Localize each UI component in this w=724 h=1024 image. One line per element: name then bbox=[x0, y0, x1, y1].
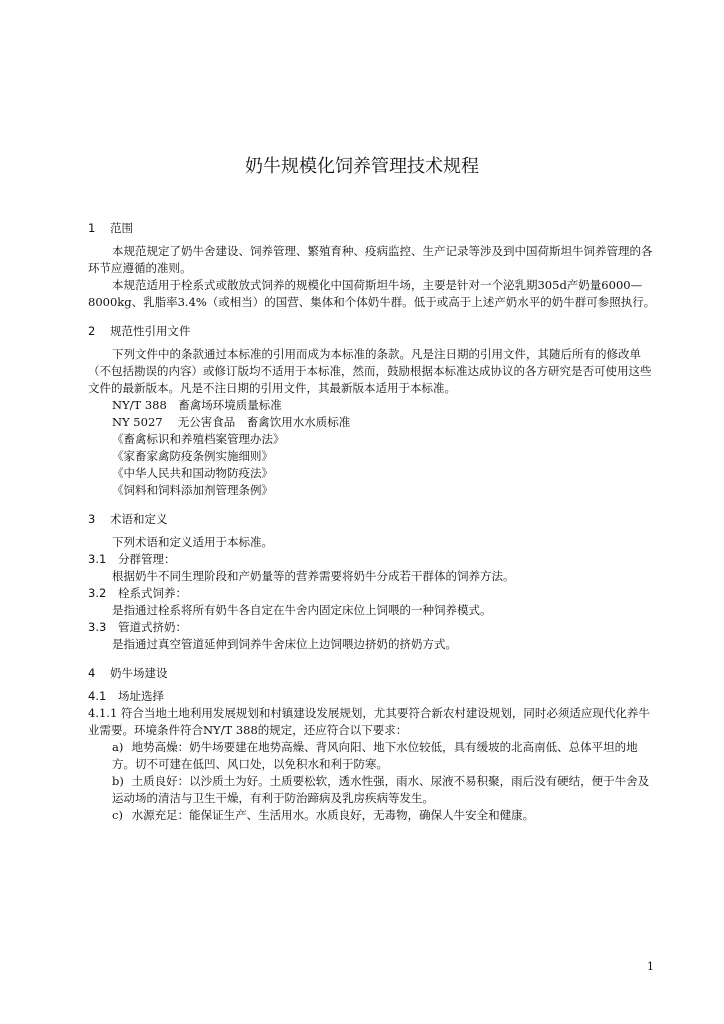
term-label: 分群管理： bbox=[118, 552, 176, 566]
list-item bbox=[88, 739, 658, 773]
section-title: 奶牛场建设 bbox=[110, 666, 168, 680]
list-marker: c) bbox=[112, 808, 123, 822]
list-item bbox=[88, 773, 658, 807]
section-number: 2 bbox=[88, 324, 96, 338]
section-number: 3 bbox=[88, 512, 96, 526]
section-4-heading bbox=[88, 665, 658, 682]
paragraph: 下列术语和定义适用于本标准。 bbox=[112, 535, 273, 549]
subsection-number: 4.1 bbox=[88, 689, 107, 703]
reference-item: NY/T 388 畜禽场环境质量标准 bbox=[112, 398, 282, 412]
section-number: 4 bbox=[88, 666, 96, 680]
reference-item: 《中华人民共和国动物防疫法》 bbox=[112, 466, 273, 480]
list-marker: b) bbox=[112, 774, 124, 788]
term-definition: 是指通过真空管道延伸到饲养牛舍床位上边饲喂边挤奶的挤奶方式。 bbox=[112, 637, 457, 651]
subsection-heading bbox=[88, 688, 658, 705]
reference-item: 《饲料和饲料添加剂管理条例》 bbox=[112, 483, 273, 497]
document-body bbox=[88, 220, 658, 824]
paragraph: 本规范适用于栓系式或散放式饲养的规模化中国荷斯坦牛场，主要是针对一个泌乳期305d产奶量6000—8000kg、乳脂率3.4%（或相当）的国营、集体和个体奶牛群。低于或高于上述产奶水平的奶牛群可参照执行。 bbox=[88, 278, 656, 309]
section-title: 范围 bbox=[110, 221, 133, 235]
term-label: 栓系式饲养： bbox=[118, 586, 187, 600]
section-3-heading bbox=[88, 511, 658, 528]
paragraph: 下列文件中的条款通过本标准的引用而成为本标准的条款。凡是注日期的引用文件，其随后所有的修改单（不包括勘误的内容）或修订版均不适用于本标准，然而，鼓励根据本标准达成协议的各方研究是否可使用这些文件的最新版本。凡是不注日期的引用文件，其最新版本适用于本标准。 bbox=[88, 347, 652, 395]
term-number: 3.2 bbox=[88, 586, 107, 600]
page-title: 奶牛规模化饲养管理技术规程 bbox=[245, 156, 479, 177]
reference-item: NY 5027 无公害食品 畜禽饮用水水质标准 bbox=[112, 415, 351, 429]
paragraph: 本规范规定了奶牛舍建设、饲养管理、繁殖育种、疫病监控、生产记录等涉及到中国荷斯坦牛饲养管理的各环节应遵循的准则。 bbox=[88, 244, 653, 275]
list-text: 地势高燥：奶牛场要建在地势高燥、背风向阳、地下水位较低，具有缓坡的北高南低、总体平坦的地方。切不可建在低凹、风口处，以免积水和利于防寒。 bbox=[112, 740, 638, 771]
clause-paragraph: 4.1.1 符合当地土地利用发展规划和村镇建设发展规划，尤其要符合新农村建设规划，同时必须适应现代化养牛业需要。环境条件符合NY/T 388的规定，还应符合以下要求： bbox=[88, 706, 650, 737]
subsection-title: 场址选择 bbox=[118, 689, 164, 703]
section-2-heading bbox=[88, 323, 658, 340]
reference-item: 《畜禽标识和养殖档案管理办法》 bbox=[112, 432, 285, 446]
section-1-heading bbox=[88, 220, 658, 237]
reference-item: 《家畜家禽防疫条例实施细则》 bbox=[112, 449, 273, 463]
term-number: 3.3 bbox=[88, 620, 107, 634]
term-definition: 根据奶牛不同生理阶段和产奶量等的营养需要将奶牛分成若干群体的饲养方法。 bbox=[112, 569, 515, 583]
term-heading bbox=[88, 585, 658, 602]
term-definition: 是指通过栓系将所有奶牛各自定在牛舍内固定床位上饲喂的一种饲养模式。 bbox=[112, 603, 492, 617]
term-heading bbox=[88, 551, 658, 568]
list-marker: a) bbox=[112, 740, 124, 754]
section-title: 规范性引用文件 bbox=[110, 324, 191, 338]
section-title: 术语和定义 bbox=[110, 512, 168, 526]
term-label: 管道式挤奶： bbox=[118, 620, 187, 634]
section-number: 1 bbox=[88, 221, 96, 235]
term-number: 3.1 bbox=[88, 552, 107, 566]
page-number: 1 bbox=[647, 960, 654, 973]
list-text: 水源充足：能保证生产、生活用水。水质良好，无毒物，确保人牛安全和健康。 bbox=[131, 808, 535, 822]
list-item bbox=[88, 807, 658, 824]
term-heading bbox=[88, 619, 658, 636]
list-text: 土质良好：以沙质土为好。土质要松软，透水性强，雨水、尿液不易积聚，雨后没有硬结，便于牛舍及运动场的清洁与卫生干燥，有利于防治蹄病及乳房疾病等发生。 bbox=[112, 774, 650, 805]
